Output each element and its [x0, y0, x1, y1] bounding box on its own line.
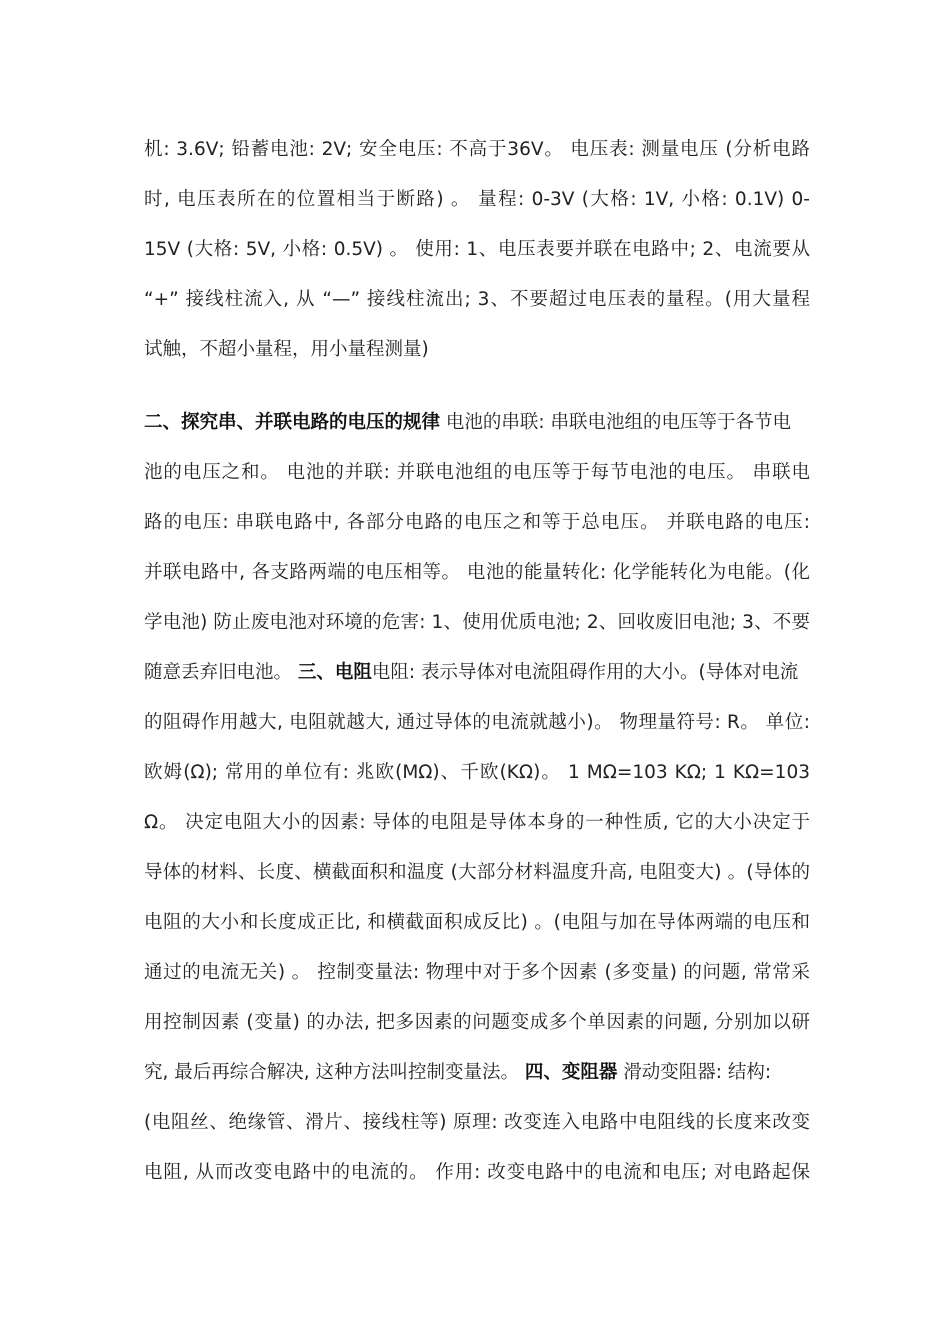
text-line: (电阻丝、绝缘管、滑片、接线柱等) 原理: 改变连入电路中电阻线的长度来改变	[144, 1112, 810, 1133]
text-line: 时, 电压表所在的位置相当于断路) 。 量程: 0-3V (大格: 1V, 小格: 0.1V) 0-	[144, 189, 810, 210]
text-span: 电阻: 表示导体对电流阻碍作用的大小。(导体对电流	[371, 662, 799, 683]
text-line: 路的电压: 串联电路中, 各部分电路的电压之和等于总电压。 并联电路的电压:	[144, 512, 810, 533]
text-line	[144, 408, 810, 438]
text-line: 试触，不超小量程，用小量程测量)	[144, 339, 429, 360]
section-heading: 二、探究串、并联电路的电压的规律	[144, 412, 441, 433]
text-line: 电阻, 从而改变电路中的电流的。 作用: 改变电路中的电流和电压; 对电路起保	[144, 1162, 810, 1183]
text-line: 用控制因素 (变量) 的办法, 把多因素的问题变成多个单因素的问题, 分别加以研	[144, 1012, 810, 1033]
text-line: 池的电压之和。 电池的并联: 并联电池组的电压等于每节电池的电压。 串联电	[144, 462, 810, 483]
text-span: 究, 最后再综合解决, 这种方法叫控制变量法。	[144, 1062, 525, 1083]
text-line: 的阻碍作用越大, 电阻就越大, 通过导体的电流就越小)。 物理量符号: R。 单位:	[144, 712, 810, 733]
text-line: “+” 接线柱流入, 从 “—” 接线柱流出; 3、不要超过电压表的量程。(用大量程	[144, 289, 810, 310]
text-line: 导体的材料、长度、横截面积和温度 (大部分材料温度升高, 电阻变大) 。(导体的	[144, 862, 810, 883]
text-line: 通过的电流无关) 。 控制变量法: 物理中对于多个因素 (多变量) 的问题, 常常采	[144, 962, 810, 983]
text-line	[144, 658, 810, 688]
text-line: 15V (大格: 5V, 小格: 0.5V) 。 使用: 1、电压表要并联在电路中; 2、电流要从	[144, 239, 810, 260]
text-line: Ω。 决定电阻大小的因素: 导体的电阻是导体本身的一种性质, 它的大小决定于	[144, 812, 810, 833]
section-heading: 三、电阻	[297, 662, 372, 683]
text-span: 滑动变阻器: 结构:	[617, 1062, 772, 1083]
text-line: 电阻的大小和长度成正比, 和横截面积成反比) 。(电阻与加在导体两端的电压和	[144, 912, 810, 933]
text-line	[144, 1058, 810, 1088]
text-line: 并联电路中, 各支路两端的电压相等。 电池的能量转化: 化学能转化为电能。(化	[144, 562, 810, 583]
text-line: 学电池) 防止废电池对环境的危害: 1、使用优质电池; 2、回收废旧电池; 3、不要	[144, 612, 810, 633]
text-span: 电池的串联: 串联电池组的电压等于各节电	[440, 412, 792, 433]
text-line: 机: 3.6V; 铅蓄电池: 2V; 安全电压: 不高于36V。 电压表: 测量电压 (分析电路	[144, 139, 810, 160]
text-line: 欧姆(Ω); 常用的单位有: 兆欧(MΩ)、千欧(KΩ)。 1 MΩ=103 KΩ; 1 KΩ=103	[144, 762, 810, 783]
section-heading: 四、变阻器	[524, 1062, 618, 1083]
text-span: 随意丢弃旧电池。	[144, 662, 298, 683]
